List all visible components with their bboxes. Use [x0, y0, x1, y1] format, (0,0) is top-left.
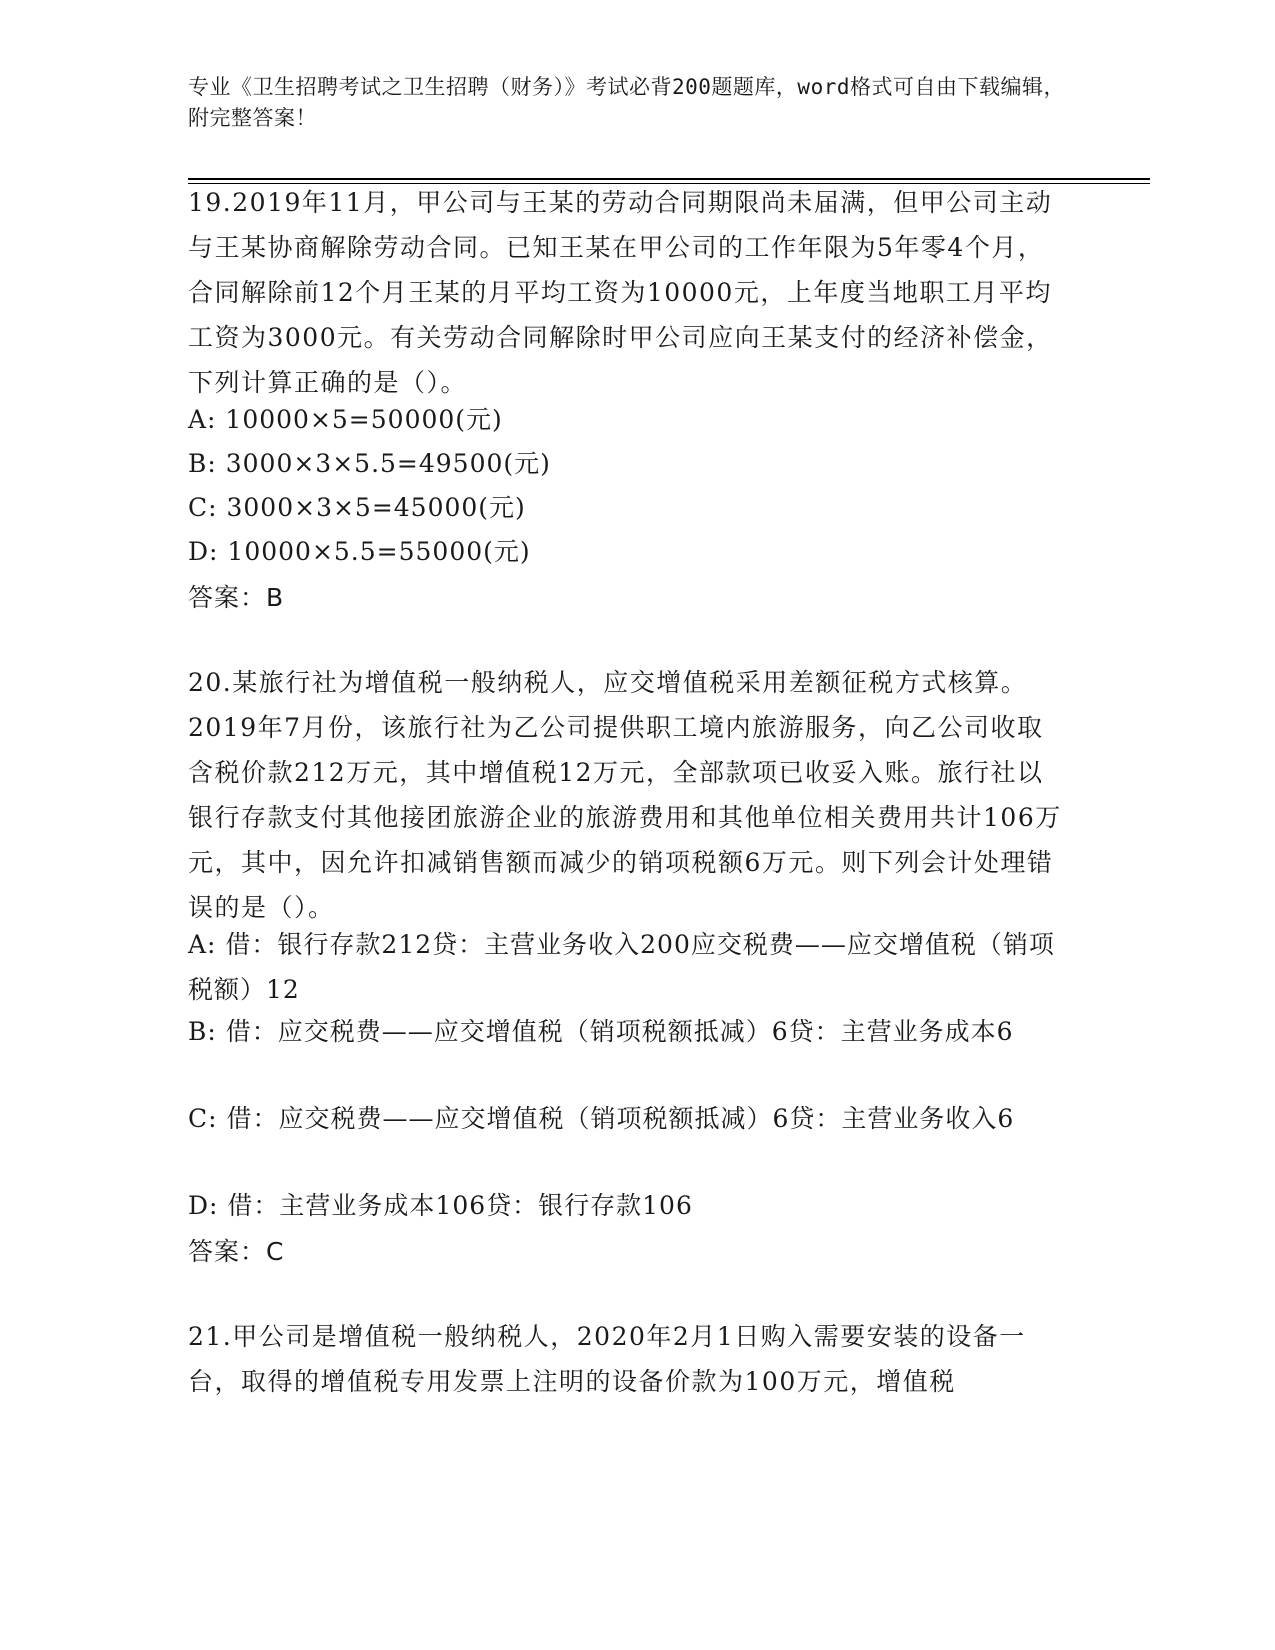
question-20-option-b: B: 借：应交税费——应交增值税（销项税额抵减）6贷：主营业务成本6: [188, 1017, 1014, 1046]
question-19-option-c: C: 3000×3×5=45000(元): [188, 493, 526, 522]
question-19-stem: 19.2019年11月，甲公司与王某的劳动合同期限尚未届满，但甲公司主动与王某协商解除劳动合同。已知王某在甲公司的工作年限为5年零4个月，合同解除前12个月王某的月平均工资为10000元，上年度当地职工月平均工资为3000元。有关劳动合同解除时甲公司应向王某支付的经济补偿金，下列计算正确的是（）。: [188, 188, 1053, 397]
question-21-stem: 21.甲公司是增值税一般纳税人，2020年2月1日购入需要安装的设备一台，取得的增值税专用发票上注明的设备价款为100万元，增值税: [188, 1322, 1026, 1396]
question-20-option-d: D: 借：主营业务成本106贷：银行存款106: [188, 1191, 693, 1220]
question-20-option-c: C: 借：应交税费——应交增值税（销项税额抵减）6贷：主营业务收入6: [188, 1104, 1015, 1133]
question-19-option-a: A: 10000×5=50000(元): [188, 405, 503, 434]
question-19-option-d: D: 10000×5.5=55000(元): [188, 537, 531, 566]
question-20-option-a: A: 借：银行存款212贷：主营业务收入200应交税费——应交增值税（销项税额）12: [188, 930, 1055, 1004]
document-header: 专业《卫生招聘考试之卫生招聘（财务）》考试必背200题题库，word格式可自由下载编辑，附完整答案！: [188, 75, 1065, 130]
question-20-stem: 20.某旅行社为增值税一般纳税人，应交增值税采用差额征税方式核算。2019年7月份，该旅行社为乙公司提供职工境内旅游服务，向乙公司收取含税价款212万元，其中增值税12万元，全部款项已收妥入账。旅行社以银行存款支付其他接团旅游企业的旅游费用和其他单位相关费用共计106万元，其中，因允许扣减销售额而减少的销项税额6万元。则下列会计处理错误的是（）。: [188, 668, 1062, 922]
question-20-answer: 答案：C: [188, 1237, 285, 1266]
question-19-option-b: B: 3000×3×5.5=49500(元): [188, 449, 551, 478]
question-19-answer: 答案：B: [188, 583, 285, 612]
